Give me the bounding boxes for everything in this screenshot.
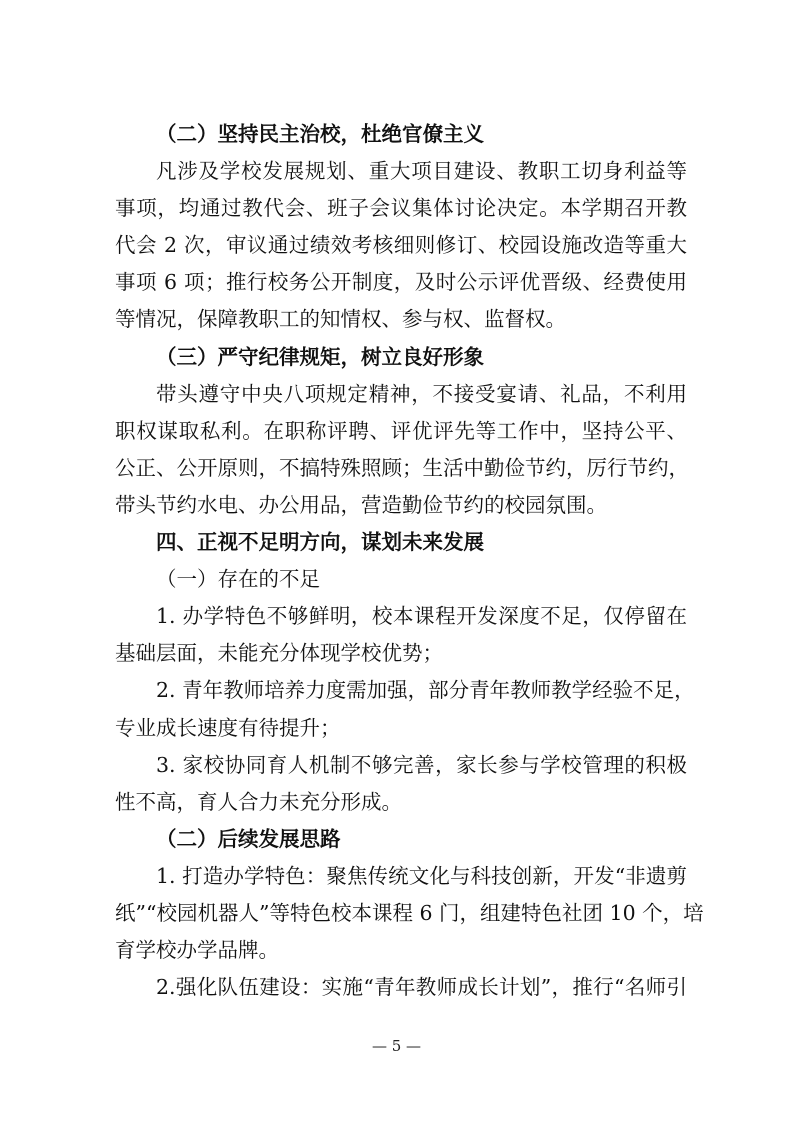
line-18: 3. 家校协同育人机制不够完善，家长参与学校管理的积极 (156, 752, 687, 777)
line-4: 代会 2 次，审议通过绩效考核细则修订、校园设施改造等重大 (115, 233, 687, 258)
line-21: 1. 打造办学特色：聚焦传统文化与科技创新，开发“非遗剪 (156, 863, 687, 888)
page-number: — 5 — (371, 1037, 422, 1055)
line-8: 带头遵守中央八项规定精神，不接受宴请、礼品，不利用 (156, 381, 687, 406)
line-2: 凡涉及学校发展规划、重大项目建设、教职工切身利益等 (156, 159, 687, 184)
line-24: 2.强化队伍建设：实施“青年教师成长计划”，推行“名师引 (156, 975, 687, 1000)
line-3: 事项，均通过教代会、班子会议集体讨论决定。本学期召开教 (115, 196, 687, 221)
line-6: 等情况，保障教职工的知情权、参与权、监督权。 (115, 307, 566, 332)
line-1: （二）坚持民主治校，杜绝官僚主义 (156, 122, 484, 146)
line-10: 公正、公开原则，不搞特殊照顾；生活中勤俭节约，厉行节约， (115, 455, 689, 480)
line-23: 育学校办学品牌。 (115, 938, 279, 963)
document-body (115, 116, 704, 1006)
line-17: 专业成长速度有待提升； (115, 715, 341, 740)
line-19: 性不高，育人合力未充分形成。 (115, 789, 402, 814)
line-13: （一）存在的不足 (156, 567, 320, 592)
line-5: 事项 6 项；推行校务公开制度，及时公示评优晋级、经费使用 (115, 270, 687, 295)
line-15: 基础层面，未能充分体现学校优势； (115, 641, 443, 666)
line-9: 职权谋取私利。在职称评聘、评优评先等工作中，坚持公平、 (115, 418, 687, 443)
line-14: 1. 办学特色不够鲜明，校本课程开发深度不足，仅停留在 (156, 604, 687, 629)
line-20: （二）后续发展思路 (156, 826, 341, 851)
line-22: 纸”“校园机器人”等特色校本课程 6 门，组建特色社团 10 个，培 (115, 900, 704, 925)
line-12: 四、正视不足明方向，谋划未来发展 (156, 530, 484, 555)
line-11: 带头节约水电、办公用品，营造勤俭节约的校园氛围。 (115, 492, 607, 517)
line-16: 2. 青年教师培养力度需加强，部分青年教师教学经验不足， (156, 678, 695, 703)
line-7: （三）严守纪律规矩，树立良好形象 (156, 344, 484, 369)
